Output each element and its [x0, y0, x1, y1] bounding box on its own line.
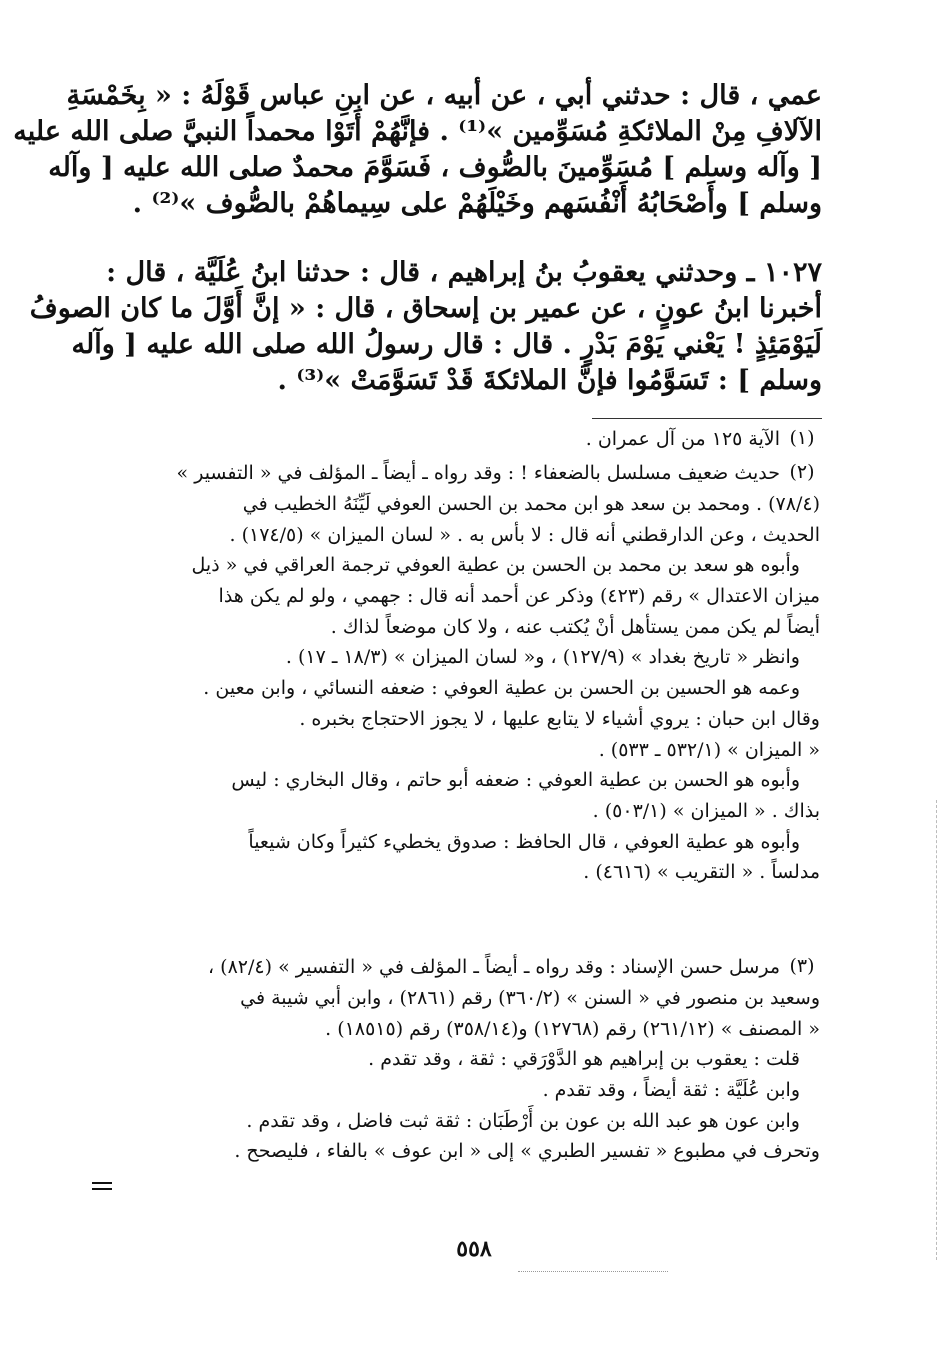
footnote-line: ميزان الاعتدال » رقم (٤٢٣) وذكر عن أحمد أنه قال : جهمي ، ولو لم يكن هذا — [218, 585, 820, 608]
footnote-line: (٧٨/٤) . ومحمد بن سعد هو ابن محمد بن الحسن العوفي لَيِّنَهُ الخطيب في — [242, 493, 820, 515]
footnote-line: وسعيد بن منصور في « السنن » (٣٦٠/٢) رقم (٢٨٦١) ، وابن أبي شيبة في — [240, 987, 820, 1009]
footnote-line: مرسل حسن الإسناد : وقد رواه ـ أيضاً ـ المؤلف في « التفسير » (٨٢/٤) ، — [208, 956, 780, 978]
hadith-1027 — [29, 255, 822, 399]
footnote-number: (١) — [789, 427, 815, 449]
footnote-line: أيضاً لم يكن ممن يستأهل أنْ يُكتب عنه ، ولا كان موضعاً لذاك . — [330, 615, 820, 638]
footnote-line: الآية ١٢٥ من آل عمران . — [585, 428, 780, 450]
footnote-line: وابن عُلَيَّة : ثقة أيضاً ، وقد تقدم . — [542, 1079, 800, 1102]
footnote-line: « الميزان » (٥٣٢/١ ـ ٥٣٣) . — [598, 738, 820, 761]
main-line: الآلافِ مِنْ الملائكةِ مُسَوِّمين »⁽¹⁾ . فإنَّهُمْ أَتَوْا محمداً النبيَّ صلى الله عليه — [13, 116, 822, 147]
footnote-line: وأبوه هو سعد بن محمد بن الحسن بن عطية العوفي ترجمة العراقي في « ذيل — [191, 554, 800, 577]
main-text — [13, 78, 822, 222]
footnote-line: وابن عون هو عبد الله بن عون بن أَرْطَبَان : ثقة ثبت فاضل ، وقد تقدم . — [246, 1109, 800, 1132]
scan-edge — [936, 800, 938, 1260]
footnote-3-body — [100, 983, 820, 1167]
footnote-line: « المصنف » (٢٦١/١٢) رقم (١٢٧٦٨) و(٣٥٨/١٤) رقم (١٨٥١٥) . — [325, 1017, 820, 1040]
main-line: ١٠٢٧ ـ وحدثني يعقوبُ بنُ إبراهيم ، قال : حدثنا ابنُ عُلَيَّة ، قال : — [106, 257, 822, 288]
main-line: وسلم ] وأَصْحَابُهُ أَنْفُسَهم وخَيْلَهُمْ على سِيماهُمْ بالصُّوف »⁽²⁾ . — [132, 188, 822, 219]
footnote-line: حديث ضعيف مسلسل بالضعفاء ! : وقد رواه ـ أيضاً ـ المؤلف في « التفسير » — [176, 462, 780, 484]
footnote-line: بذاك . « الميزان » (٥٠٣/١) . — [592, 799, 820, 822]
continuation-mark — [92, 1182, 112, 1192]
footnote-separator — [592, 418, 822, 419]
footnote-line: وأبوه هو عطية العوفي ، قال الحافظ : صدوق يخطيء كثيراً وكان شيعياً — [248, 830, 800, 853]
footnote-line: وانظر « تاريخ بغداد » (١٢٧/٩) ، و« لسان الميزان » (١٨/٣ ـ ١٧) . — [285, 646, 800, 669]
page-number: ٥٥٨ — [456, 1236, 492, 1262]
footnote-line: وعمه هو الحسين بن الحسن بن عطية العوفي : ضعفه النسائي ، وابن معين . — [203, 677, 800, 700]
page-footer-rule — [518, 1271, 668, 1273]
main-line: لَيَوْمَئِذٍ ! يَعْني يَوْمَ بَدْرٍ . قال : قال رسولُ الله صلى الله عليه [ وآله — [71, 329, 822, 360]
footnote-line: وقال ابن حبان : يروي أشياء لا يتابع عليها ، لا يجوز الاحتجاج بخبره . — [299, 707, 820, 730]
footnote-number: (٢) — [789, 461, 815, 483]
footnote-line: مدلساً . « التقريب » (٤٦١٦) . — [583, 861, 820, 884]
footnote-line: قلت : يعقوب بن إبراهيم هو الدَّوْرَقي : ثقة ، وقد تقدم . — [368, 1048, 800, 1071]
footnote-1 — [100, 424, 780, 455]
footnote-2-head — [100, 458, 780, 489]
footnote-line: وأبوه هو الحسن بن عطية العوفي : ضعفه أبو حاتم ، وقال البخاري : ليس — [231, 769, 800, 792]
footnote-2-body — [100, 489, 820, 888]
footnote-number: (٣) — [789, 955, 815, 977]
main-line: وسلم ] : تَسَوَّمُوا فإنَّ الملائكةَ قَدْ تَسَوَّمَتْ »⁽³⁾ . — [277, 365, 822, 396]
main-line: عمي ، قال : حدثني أبي ، عن أبيه ، عن ابنِ عباس قَوْلَهُ : « بِخَمْسَةِ — [66, 80, 822, 111]
main-line: [ وآله وسلم ] مُسَوِّمينَ بالصُّوف ، فَسَوَّمَ محمدٌ صلى الله عليه [ وآله — [48, 152, 822, 183]
footnote-3-head — [100, 952, 780, 983]
footnote-line: وتحرف في مطبوع « تفسير الطبري » إلى « ابن عوف » بالفاء ، فليصحح . — [234, 1140, 820, 1163]
main-line: أخبرنا ابنُ عونٍ ، عن عمير بن إسحاق ، قال : « إنَّ أَوَّلَ ما كان الصوفُ — [29, 293, 822, 324]
footnote-line: الحديث ، وعن الدارقطني أنه قال : لا بأس به . « لسان الميزان » (١٧٤/٥) . — [229, 523, 820, 546]
